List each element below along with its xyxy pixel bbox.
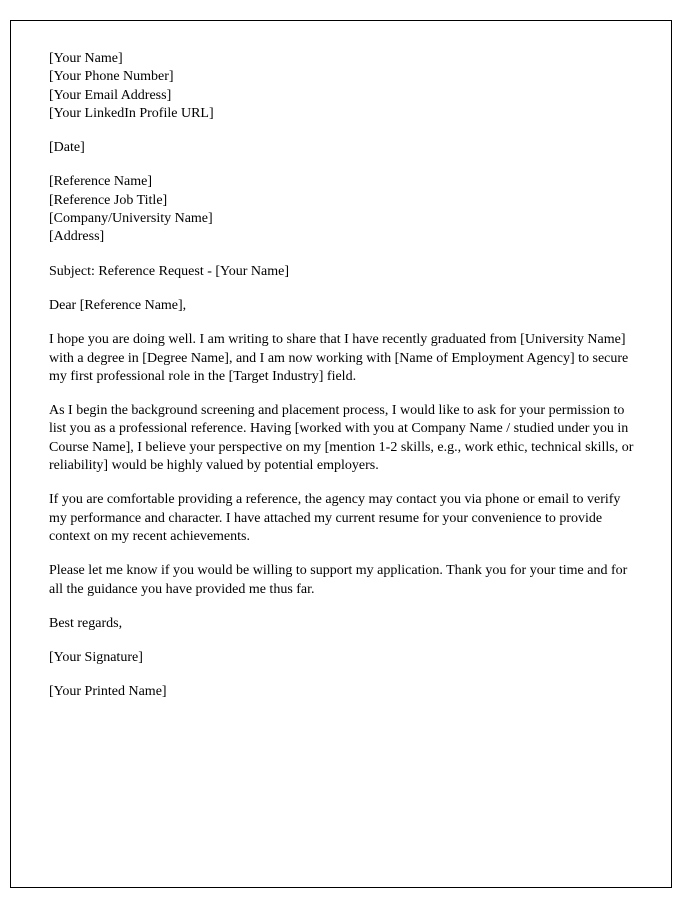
recipient-name-line: [Reference Name] — [49, 174, 152, 190]
letter-content — [11, 21, 671, 702]
body-paragraph-3: If you are comfortable providing a reference, the agency may contact you via phone or email to verify my performance and character. I have attached my current resume for your convenience to provide context on my recent achievements. — [49, 492, 621, 544]
printed-name-placeholder: [Your Printed Name] — [49, 684, 167, 700]
closing: Best regards, — [49, 615, 123, 631]
recipient-block — [49, 173, 635, 246]
salutation: Dear [Reference Name], — [49, 297, 187, 313]
sender-name-line: [Your Name] — [49, 51, 123, 66]
recipient-address-line: [Address] — [49, 229, 105, 245]
date-line: [Date] — [49, 140, 85, 156]
signature-placeholder: [Your Signature] — [49, 650, 143, 666]
sender-email-line: [Your Email Address] — [49, 87, 172, 103]
recipient-company-line: [Company/University Name] — [49, 211, 213, 227]
sender-block — [49, 50, 635, 123]
body-paragraph-4: Please let me know if you would be willing to support my application. Thank you for your time and for all the guidance you have provided me thus far. — [49, 563, 628, 597]
sender-linkedin-line: [Your LinkedIn Profile URL] — [49, 105, 214, 121]
sender-phone-line: [Your Phone Number] — [49, 69, 174, 85]
body-paragraph-1: I hope you are doing well. I am writing to share that I have recently graduated from [University Name] with a degree in [Degree Name], and I am now working with [Name of Employment Agency] to secure my first professional role in the [Target Industry] field. — [49, 332, 629, 384]
body-paragraph-2: As I begin the background screening and placement process, I would like to ask for your permission to list you as a professional reference. Having [worked with you at Company Name / studied under you in Course Name], I believe your perspective on my [mention 1-2 skills, e.g., work ethic, technical skills, or reliability] would be highly valued by potential employers. — [49, 403, 634, 474]
subject-line: Subject: Reference Request - [Your Name] — [49, 263, 290, 279]
letter-page — [10, 20, 672, 888]
recipient-job-title-line: [Reference Job Title] — [49, 192, 168, 208]
